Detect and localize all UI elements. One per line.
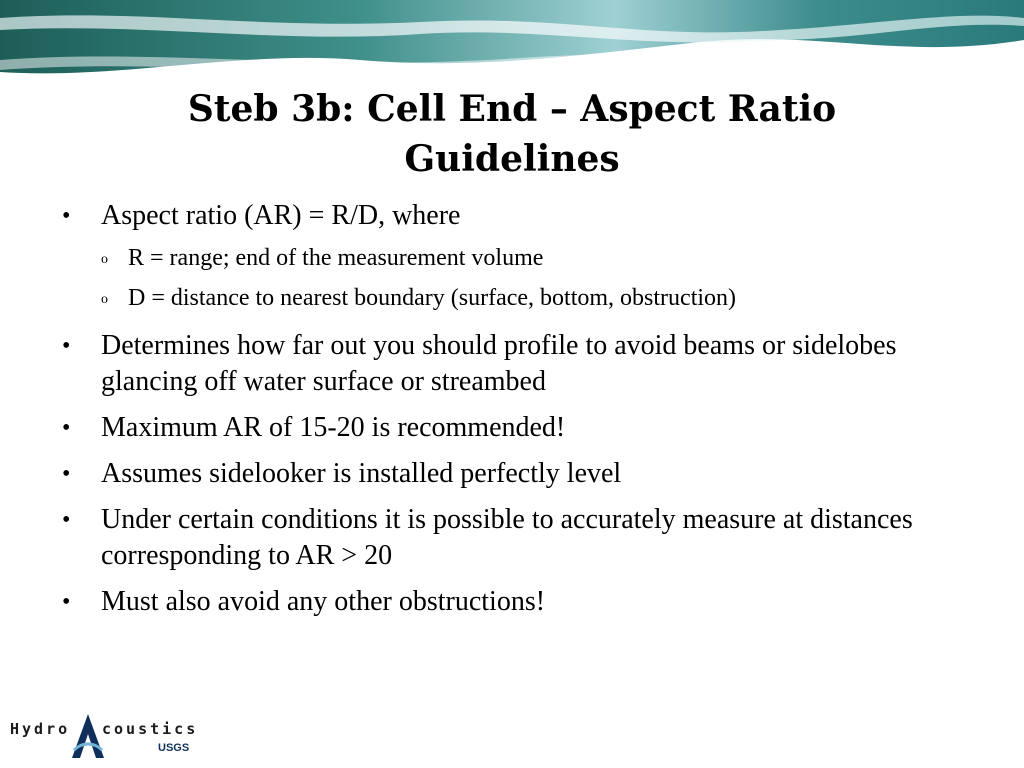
bullet-list — [56, 198, 956, 630]
list-item — [56, 410, 956, 446]
bullet-icon: • — [62, 203, 71, 229]
list-item — [56, 198, 956, 318]
logo-right-text: coustics — [102, 720, 199, 738]
logo-left-text: Hydro — [10, 720, 71, 738]
bullet-text: Under certain conditions it is possible to accurately measure at distances corresponding to AR > 20 — [101, 504, 913, 571]
sub-bullet-icon: o — [101, 252, 108, 267]
list-item — [56, 502, 956, 574]
sub-bullet-list — [101, 238, 956, 318]
sub-list-item — [101, 278, 956, 318]
list-item — [56, 456, 956, 492]
bullet-text: Must also avoid any other obstructions! — [101, 586, 546, 617]
wave-banner — [0, 0, 1024, 80]
hydroacoustics-logo — [8, 712, 198, 762]
bullet-icon: • — [62, 333, 71, 359]
usgs-logo-text: USGS — [158, 742, 190, 754]
bullet-icon: • — [62, 507, 71, 533]
bullet-icon: • — [62, 415, 71, 441]
bullet-text: Assumes sidelooker is installed perfectly level — [101, 458, 622, 489]
slide-title: Steb 3b: Cell End – Aspect Ratio Guidelines — [187, 88, 837, 180]
list-item — [56, 584, 956, 620]
bullet-text: Aspect ratio (AR) = R/D, where — [101, 200, 461, 231]
sub-bullet-text: R = range; end of the measurement volume — [128, 245, 544, 271]
bullet-text: Maximum AR of 15-20 is recommended! — [101, 412, 566, 443]
sub-bullet-text: D = distance to nearest boundary (surface, bottom, obstruction) — [128, 285, 737, 311]
sub-list-item — [101, 238, 956, 278]
bullet-icon: • — [62, 461, 71, 487]
sub-bullet-icon: o — [101, 292, 108, 307]
list-item — [56, 328, 956, 400]
bullet-icon: • — [62, 589, 71, 615]
bullet-text: Determines how far out you should profile to avoid beams or sidelobes glancing off water surface or streambed — [101, 330, 897, 397]
